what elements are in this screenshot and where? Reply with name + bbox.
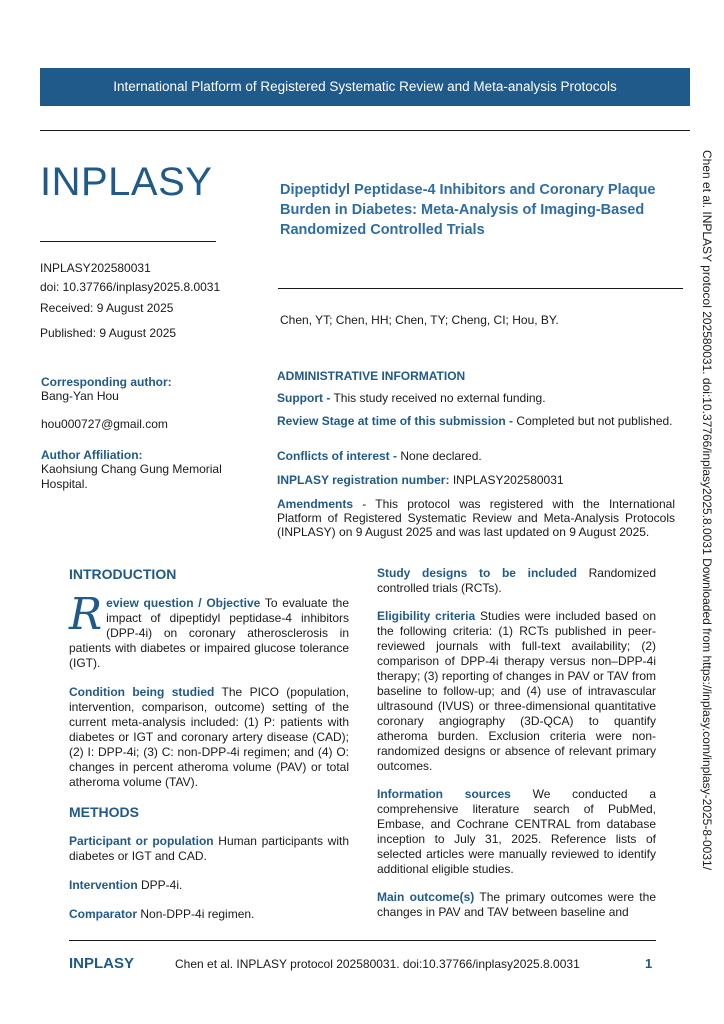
registration-text: INPLASY202580031 — [449, 473, 564, 487]
top-divider — [40, 130, 690, 131]
conflicts-label: Conflicts of interest - — [277, 449, 398, 463]
corresponding-name: Bang-Yan Hou — [41, 389, 119, 403]
right-column — [377, 566, 656, 920]
affiliation-heading: Author Affiliation: — [41, 448, 143, 462]
study-text: Randomized controlled trials (RCTs). — [377, 566, 656, 595]
admin-registration — [277, 473, 675, 487]
intervention-label: Intervention — [69, 878, 138, 892]
intervention-text: DPP-4i. — [137, 878, 183, 892]
main-outcomes-text: The primary outcomes were the changes in PAV and TAV between baseline and — [377, 890, 656, 919]
condition-text: The PICO (population, intervention, comparison, outcome) setting of the current meta-analysis included: (1) P: patients with diabetes or IGT and coronary artery disease (CAD); (2) I: DPP-4i; (3) C: non-DPP-4i regimen; and (4) O: changes in percent atheroma volume (PAV) or total atheroma volume (TAV). — [69, 685, 349, 789]
title-divider — [278, 288, 683, 289]
admin-support — [277, 391, 675, 405]
registration-label: INPLASY registration number: — [277, 473, 450, 487]
introduction-heading: INTRODUCTION — [69, 566, 177, 582]
doi-link[interactable]: doi: 10.37766/inplasy2025.8.0031 — [40, 280, 221, 294]
inplasy-logo: INPLASY — [40, 160, 213, 204]
support-text: This study received no external funding. — [330, 391, 546, 405]
comparator-label: Comparator — [69, 907, 138, 921]
participant-text: Human participants with diabetes or IGT and CAD. — [69, 834, 349, 863]
main-outcomes-label: Main outcome(s) — [377, 890, 475, 904]
vertical-citation: Chen et al. INPLASY protocol 202580031. doi:10.37766/inplasy2025.8.0031 Downloaded from https://inplasy.com/inplasy-2025-8-0031/ — [700, 150, 714, 871]
review-label: eview question / Objective — [106, 596, 261, 610]
dropcap-letter: R — [69, 589, 103, 640]
paper-title: Dipeptidyl Peptidase-4 Inhibitors and Coronary Plaque Burden in Diabetes: Meta-Analysis of Imaging-Based Randomized Controlled Trials — [280, 182, 656, 238]
left-column — [69, 566, 349, 922]
admin-heading: ADMINISTRATIVE INFORMATION — [277, 369, 466, 383]
header-banner: International Platform of Registered Systematic Review and Meta-analysis Protocols — [40, 68, 690, 106]
intervention — [69, 878, 349, 893]
information-text: We conducted a comprehensive literature search of PubMed, Embase, and Cochrane CENTRAL from database inception to July 31, 2025. Reference lists of selected articles were manually reviewed to identify additional eligible studies. — [377, 787, 656, 876]
review-text: To evaluate the impact of dipeptidyl peptidase-4 inhibitors (DPP-4i) on coronary atherosclerosis in patients with diabetes or impaired glucose tolerance (IGT). — [69, 596, 350, 670]
page-number: 1 — [645, 956, 653, 971]
published-date: Published: 9 August 2025 — [40, 326, 177, 340]
affiliation-text: Kaohsiung Chang Gung Memorial Hospital. — [41, 462, 222, 491]
protocol-id: INPLASY202580031 — [40, 261, 151, 275]
study-designs — [377, 566, 656, 596]
conflicts-text: None declared. — [397, 449, 482, 463]
study-label: Study designs to be included — [377, 566, 577, 580]
comparator-text: Non-DPP-4i regimen. — [137, 907, 255, 921]
stage-text: Completed but not published. — [513, 414, 673, 428]
methods-heading: METHODS — [69, 804, 139, 820]
corresponding-author-block — [41, 375, 241, 432]
information-sources — [377, 787, 656, 877]
footer-divider — [69, 940, 656, 941]
eligibility-text: Studies were included based on the following criteria: (1) RCTs published in peer-reviewed journals with full-text availability; (2) comparison of DPP-4i therapy versus non–DPP-4i therapy; (3) reporting of changes in PAV or TAV from baseline to follow-up; and (4) use of intravascular ultrasound (IVUS) or three-dimensional quantitative coronary angiography (3D-QCA) to quantify atheroma burden. Exclusion criteria were non-randomized designs or absence of relevant primary outcomes. — [377, 609, 656, 773]
admin-conflicts — [277, 449, 675, 463]
received-date: Received: 9 August 2025 — [40, 301, 174, 315]
eligibility-criteria — [377, 609, 656, 774]
eligibility-label: Eligibility criteria — [377, 609, 476, 623]
admin-stage — [277, 414, 675, 428]
condition-label: Condition being studied — [69, 685, 215, 699]
amendments-label: Amendments — [277, 497, 354, 511]
amendments-text: - This protocol was registered with the International Platform of Registered Systematic Review and Meta-Analysis Protocols (INPLASY) on 9 August 2025 and was last updated on 9 August 2025. — [277, 497, 675, 539]
condition-studied — [69, 685, 349, 790]
support-label: Support - — [277, 391, 331, 405]
corresponding-email[interactable]: hou000727@gmail.com — [41, 417, 168, 431]
stage-label: Review Stage at time of this submission - — [277, 414, 514, 428]
footer-citation: Chen et al. INPLASY protocol 202580031. doi:10.37766/inplasy2025.8.0031 — [175, 957, 580, 971]
information-label: Information sources — [377, 787, 511, 801]
logo-divider — [40, 241, 216, 242]
comparator — [69, 907, 349, 922]
participant-population — [69, 834, 349, 864]
review-question — [69, 589, 350, 671]
footer-logo: INPLASY — [69, 955, 135, 972]
author-list: Chen, YT; Chen, HH; Chen, TY; Cheng, CI; Hou, BY. — [280, 313, 559, 327]
affiliation-block — [41, 448, 241, 492]
main-outcomes — [377, 890, 656, 920]
corresponding-heading: Corresponding author: — [41, 375, 172, 389]
admin-amendments — [277, 497, 675, 539]
participant-label: Participant or population — [69, 834, 214, 848]
